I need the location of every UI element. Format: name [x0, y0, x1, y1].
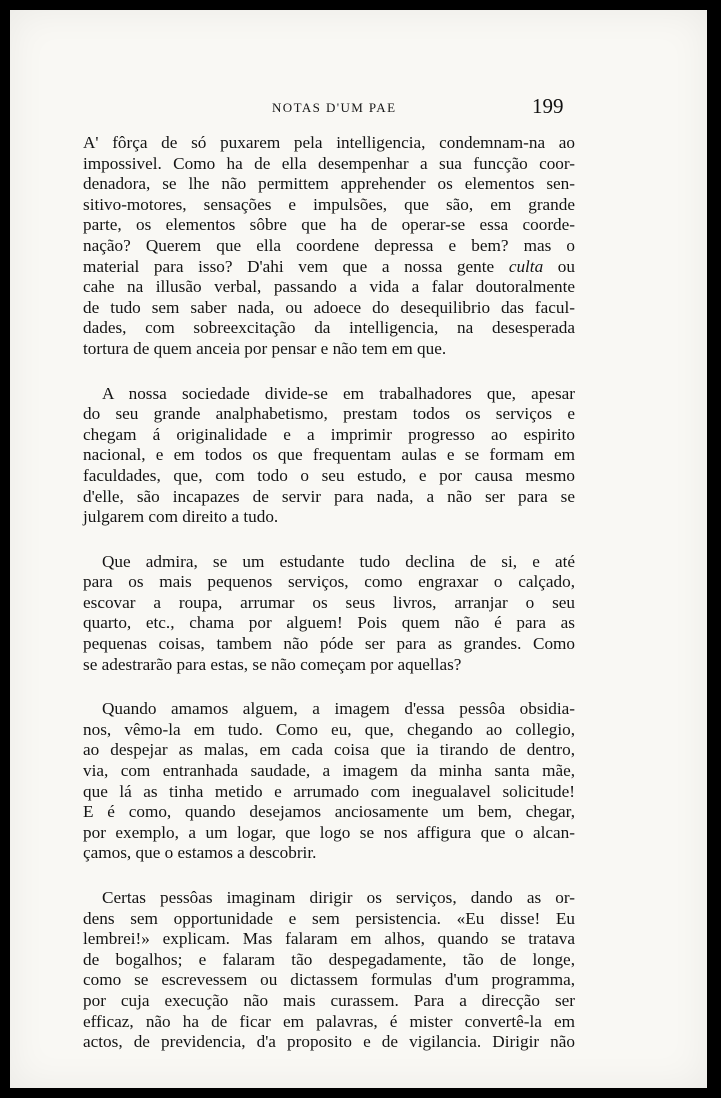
text-line: julgarem com direito a tudo. [83, 507, 279, 527]
paragraph-3 [83, 552, 575, 676]
text-line: actos, de previdencia, d'a proposito e de vigilancia. Dirigir não [83, 1032, 575, 1052]
text-line: efficaz, não ha de ficar em palavras, é mister convertê-la em [83, 1011, 575, 1031]
italic-word-culta: culta [508, 256, 544, 276]
page-header [10, 96, 707, 120]
text-line: sitivo-motores, sensações e impulsões, que são, em grande [83, 194, 575, 214]
text-line: como se escrevessem ou dictassem formulas d'um programma, [83, 970, 575, 990]
text-line: por exemplo, a um logar, que logo se nos affigura que o alcan- [83, 822, 575, 842]
text-line: faculdades, que, com todo o seu estudo, e por causa mesmo [83, 465, 575, 485]
text-line: E é como, quando desejamos anciosamente um bem, chegar, [83, 802, 575, 822]
text-line: se adestrarão para estas, se não começam por aquellas? [83, 654, 462, 674]
book-page [10, 10, 707, 1088]
text-line: denadora, se lhe não permittem apprehender os elementos sen- [83, 174, 575, 194]
page-number: 199 [532, 94, 564, 118]
text-line: de tudo sem saber nada, ou adoece do desequilibrio das facul- [83, 297, 575, 317]
text-line: de bogalhos; e falaram tão despegadamente, tão de longe, [83, 949, 575, 969]
paragraph-4 [83, 699, 575, 864]
body-text [83, 133, 575, 1077]
text-line-with-italic [83, 257, 575, 278]
text-line: nacional, e em todos os que frequentam aulas e se formam em [83, 445, 575, 465]
text-line: cahe na illusão verbal, passando a vida a falar doutoralmente [83, 277, 575, 297]
text-line: chegam á originalidade e a imprimir progresso ao espirito [83, 424, 575, 444]
text-line: via, com entranhada saudade, a imagem da minha santa mãe, [83, 761, 575, 781]
text-line: quarto, etc., chama por alguem! Pois quem não é para as [83, 613, 575, 633]
text-line: escovar a roupa, arrumar os seus livros, arranjar o seu [83, 592, 575, 612]
text-fragment: ou [543, 256, 575, 276]
text-line: lembrei!» explicam. Mas falaram em alhos, quando se tratava [83, 929, 575, 949]
paragraph-2 [83, 384, 575, 528]
text-line: do seu grande analphabetismo, prestam todos os serviços e [83, 404, 575, 424]
text-line: tortura de quem anceia por pensar e não tem em que. [83, 338, 447, 358]
text-line: dens sem opportunidade e sem persistencia. «Eu disse! Eu [83, 908, 575, 928]
text-line: A nossa sociedade divide-se em trabalhadores que, apesar [102, 383, 575, 403]
text-line: impossivel. Como ha de ella desempenhar a sua funcção coor- [83, 153, 575, 173]
text-line: nação? Querem que ella coordene depressa e bem? mas o [83, 235, 575, 255]
text-line: Certas pessôas imaginam dirigir os serviços, dando as or- [102, 888, 575, 907]
running-title: NOTAS D'UM PAE [272, 100, 397, 115]
text-line: ao despejar as malas, em cada coisa que ia tirando de dentro, [83, 740, 575, 760]
text-line: que lá as tinha metido e arrumado com inegualavel solicitude! [83, 781, 575, 801]
text-line: Que admira, se um estudante tudo declina de si, e até [102, 551, 575, 571]
text-line: çamos, que o estamos a descobrir. [83, 843, 317, 863]
text-line: dades, com sobreexcitação da intelligencia, na desesperada [83, 318, 575, 338]
text-line: d'elle, são incapazes de servir para nada, a não ser para se [83, 486, 575, 506]
text-line: por cuja execução não mais curassem. Para a direcção ser [83, 990, 575, 1010]
text-line: parte, os elementos sôbre que ha de operar-se essa coorde- [83, 215, 575, 235]
text-line: Quando amamos alguem, a imagem d'essa pessôa obsidia- [102, 699, 575, 719]
text-line: A' fôrça de só puxarem pela intelligencia, condemnam-na ao [83, 133, 575, 152]
paragraph-1 [83, 133, 575, 360]
text-fragment: material para isso? D'ahi vem que a nossa gente [83, 256, 509, 276]
text-line: para os mais pequenos serviços, como engraxar o calçado, [83, 572, 575, 592]
text-line: nos, vêmo-la em tudo. Como eu, que, chegando ao collegio, [83, 719, 575, 739]
text-line: pequenas coisas, tambem não póde ser para as grandes. Como [83, 634, 575, 654]
paragraph-5 [83, 888, 575, 1053]
